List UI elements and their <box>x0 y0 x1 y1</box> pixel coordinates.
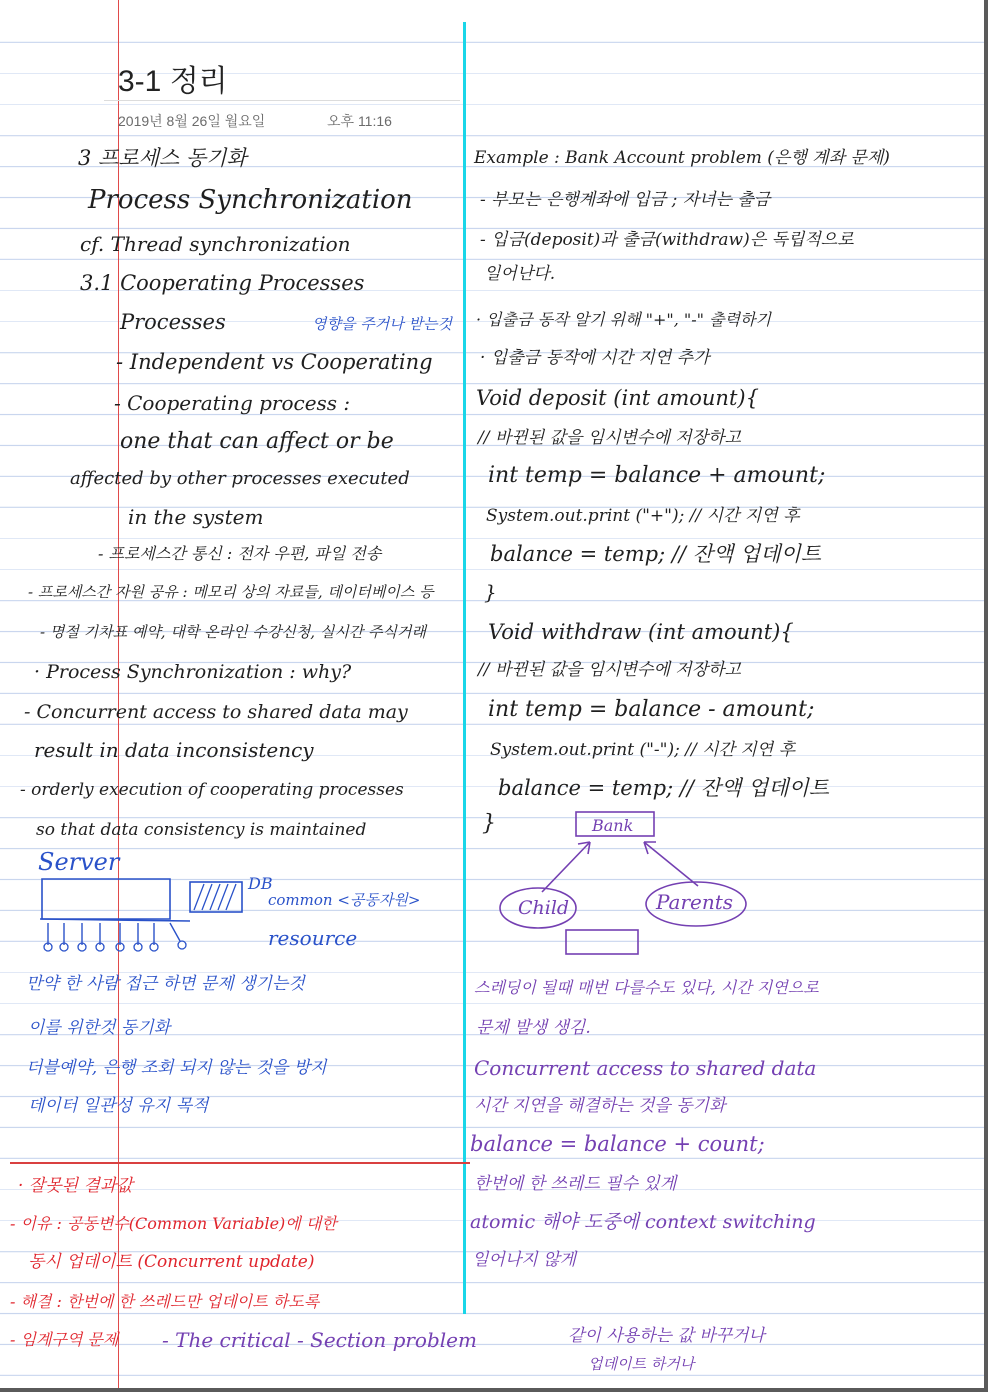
note-line: affected by other processes executed <box>70 468 410 489</box>
parents-label: Parents <box>656 890 734 914</box>
purple-note-line: atomic 해야 도중에 context switching <box>470 1211 816 1233</box>
blue-note-line: 만약 한 사람 접근 하면 문제 생기는것 <box>26 974 305 994</box>
page-time: 오후 11:16 <box>327 113 392 129</box>
bank-label: Bank <box>592 816 634 835</box>
critical-section-line: - The critical - Section problem <box>162 1328 477 1352</box>
code-line: int temp = balance - amount; <box>488 697 815 722</box>
code-line: Void withdraw (int amount){ <box>488 620 794 644</box>
page-date: 2019년 8월 26일 월요일 <box>118 113 266 129</box>
resource-label: resource <box>268 926 358 950</box>
purple-note-line: 문제 발생 생김. <box>476 1018 591 1038</box>
note-line: cf. Thread synchronization <box>80 232 351 256</box>
code-line: 일어난다. <box>484 264 556 284</box>
red-note-line: - 이유 : 공동변수(Common Variable)에 대한 <box>10 1214 337 1233</box>
note-line: - 명절 기차표 예약, 대학 온라인 수강신청, 실시간 주식거래 <box>40 623 427 641</box>
note-line: 3.1 Cooperating Processes <box>80 271 365 295</box>
purple-note-line: 시간 지연을 해결하는 것을 동기화 <box>474 1096 726 1116</box>
code-line: · 입출금 동작 알기 위해 "+", "-" 출력하기 <box>476 310 771 329</box>
note-line: Processes <box>120 310 226 334</box>
red-separator <box>10 1162 470 1164</box>
note-line: Process Synchronization <box>88 185 413 215</box>
code-line: Void deposit (int amount){ <box>476 386 759 410</box>
note-line: - orderly execution of cooperating processes <box>20 780 404 800</box>
server-label: Server <box>38 848 120 876</box>
code-line: - 부모는 은행계좌에 입금 ; 자녀는 출금 <box>480 190 771 210</box>
code-line: System.out.print ("+"); // 시간 지연 후 <box>486 506 800 526</box>
red-note-line: · 잘못된 결과값 <box>18 1176 133 1196</box>
code-line: } <box>484 580 497 604</box>
code-line: - 입금(deposit)과 출금(withdraw)은 독립적으로 <box>480 230 854 250</box>
code-line: System.out.print ("-"); // 시간 지연 후 <box>490 740 795 760</box>
note-line-blue: 영향을 주거나 받는것 <box>312 315 452 333</box>
red-note-line: 동시 업데이트 (Concurrent update) <box>28 1252 315 1272</box>
purple-note-line: Concurrent access to shared data <box>474 1056 817 1080</box>
note-line: - 프로세스간 자원 공유 : 메모리 상의 자료들, 데이터베이스 등 <box>28 583 434 601</box>
page-frame-bottom <box>0 1388 988 1392</box>
blue-note-line: 이를 위한것 동기화 <box>28 1018 171 1038</box>
common-label: common <공동자원> <box>268 891 421 909</box>
purple-note-line: balance = balance + count; <box>470 1132 765 1156</box>
code-line: // 바뀐된 값을 임시변수에 저장하고 <box>478 428 741 448</box>
code-line: balance = temp; // 잔액 업데이트 <box>490 542 822 566</box>
blue-note-line: 데이터 일관성 유지 목적 <box>28 1096 209 1116</box>
note-line: - Concurrent access to shared data may <box>24 701 408 723</box>
code-line: · 입출금 동작에 시간 지연 추가 <box>480 348 710 368</box>
column-divider <box>463 22 466 1314</box>
code-line: balance = temp; // 잔액 업데이트 <box>498 776 830 800</box>
note-line: 3 프로세스 동기화 <box>78 146 247 170</box>
critical-note-line: 업데이트 하거나 <box>588 1355 695 1373</box>
critical-note-line: 같이 사용하는 값 바꾸거나 <box>568 1326 765 1346</box>
note-line: · Process Synchronization : why? <box>34 661 352 683</box>
note-line: - Cooperating process : <box>114 391 351 415</box>
purple-note-line: 스레딩이 될때 매번 다를수도 있다, 시간 지연으로 <box>474 978 819 997</box>
page-frame-right <box>984 0 988 1392</box>
code-line: int temp = balance + amount; <box>488 463 826 488</box>
note-line: - Independent vs Cooperating <box>116 350 433 374</box>
child-label: Child <box>518 897 570 919</box>
purple-note-line: 한번에 한 쓰레드 필수 있게 <box>474 1174 677 1194</box>
code-line: // 바뀐된 값을 임시변수에 저장하고 <box>478 660 741 680</box>
code-line: Example : Bank Account problem (은행 계좌 문제) <box>474 148 890 168</box>
page-title[interactable]: 3-1 정리 <box>118 65 228 98</box>
db-label: DB <box>248 874 273 893</box>
blue-note-line: 더블예약, 은행 조회 되지 않는 것을 방지 <box>26 1058 327 1078</box>
red-note-line: - 해결 : 한번에 한 쓰레드만 업데이트 하도록 <box>10 1292 320 1311</box>
title-rule <box>104 100 460 101</box>
code-line: } <box>482 811 496 836</box>
note-line: one that can affect or be <box>120 429 394 454</box>
purple-note-line: 일어나지 않게 <box>472 1250 576 1270</box>
note-line: in the system <box>128 505 264 529</box>
note-line: - 프로세스간 통신 : 전자 우편, 파일 전송 <box>98 544 382 563</box>
note-line: so that data consistency is maintained <box>36 820 367 840</box>
note-line: result in data inconsistency <box>34 738 314 762</box>
db-box-sketch <box>186 876 248 916</box>
red-note-line: - 임계구역 문제 <box>10 1330 119 1349</box>
